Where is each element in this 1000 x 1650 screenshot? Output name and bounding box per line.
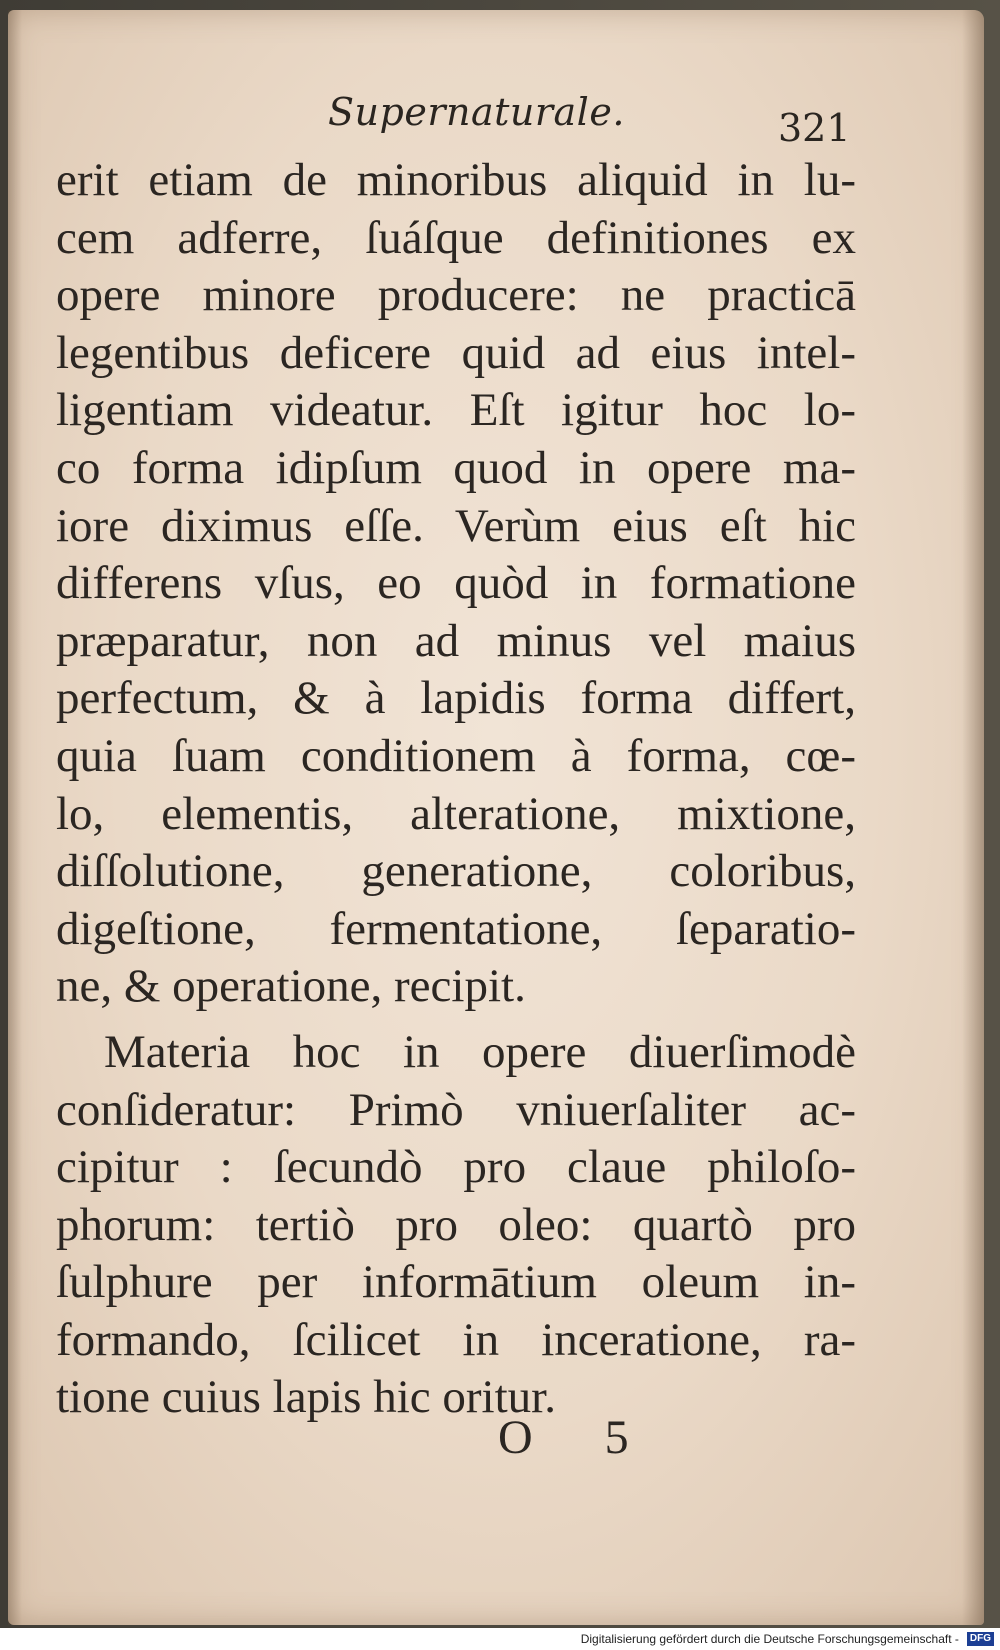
- text-line: lo, elementis, alteratione, mixtione,: [56, 787, 856, 840]
- text-line: cipitur : ſecundò pro claue philoſo-: [56, 1141, 856, 1194]
- dfg-logo-icon: DFG: [967, 1632, 994, 1646]
- paragraph-2: [56, 1024, 856, 1427]
- text-line: digeſtione, fermentatione, ſeparatio-: [56, 902, 856, 955]
- text-line: co forma idipſum quod in opere ma-: [56, 441, 856, 494]
- text-line: ne, & operatione, recipit.: [56, 960, 526, 1013]
- text-line: quia ſuam conditionem à forma, cœ-: [56, 729, 856, 782]
- page-number: 321: [778, 106, 851, 150]
- text-line: ſulphure per informātium oleum in-: [56, 1256, 856, 1309]
- text-line: phorum: tertiò pro oleo: quartò pro: [56, 1198, 856, 1251]
- paragraph-1: [56, 152, 856, 1016]
- text-line: conſideratur: Primò vniuerſaliter ac-: [56, 1083, 856, 1136]
- text-line: erit etiam de minoribus aliquid in lu-: [56, 154, 856, 206]
- body-text: [56, 152, 856, 1427]
- footer-credit: Digitalisierung gefördert durch die Deutsche Forschungsgemeinschaft -: [580, 1632, 959, 1646]
- text-line: formando, ſcilicet in inceratione, ra-: [56, 1313, 856, 1366]
- page-edge-left: [8, 10, 22, 1625]
- text-line: diſſolutione, generatione, coloribus,: [56, 845, 856, 898]
- text-line: ligentiam videatur. Eſt igitur hoc lo-: [56, 384, 856, 437]
- text-line: legentibus deficere quid ad eius intel-: [56, 326, 856, 379]
- signature-mark: O 5: [498, 1411, 659, 1464]
- footer-bar: [0, 1628, 1000, 1650]
- text-line: tione cuius lapis hic oritur.: [56, 1371, 556, 1424]
- text-line: differens vſus, eo quòd in formatione: [56, 557, 856, 610]
- book-page: [8, 10, 984, 1625]
- page-edge-right: [962, 10, 984, 1625]
- running-head: Supernaturale.: [328, 90, 625, 134]
- text-line: opere minore producere: ne practicā: [56, 269, 856, 322]
- text-line: perfectum, & à lapidis forma differt,: [56, 672, 856, 725]
- text-line: cem adferre, ſuáſque definitiones ex: [56, 211, 856, 264]
- paragraph-gap: [56, 1016, 856, 1024]
- text-line: iore diximus eſſe. Verùm eius eſt hic: [56, 499, 856, 552]
- text-line: Materia hoc in opere diuerſimodè: [104, 1025, 856, 1078]
- text-line: præparatur, non ad minus vel maius: [56, 614, 856, 667]
